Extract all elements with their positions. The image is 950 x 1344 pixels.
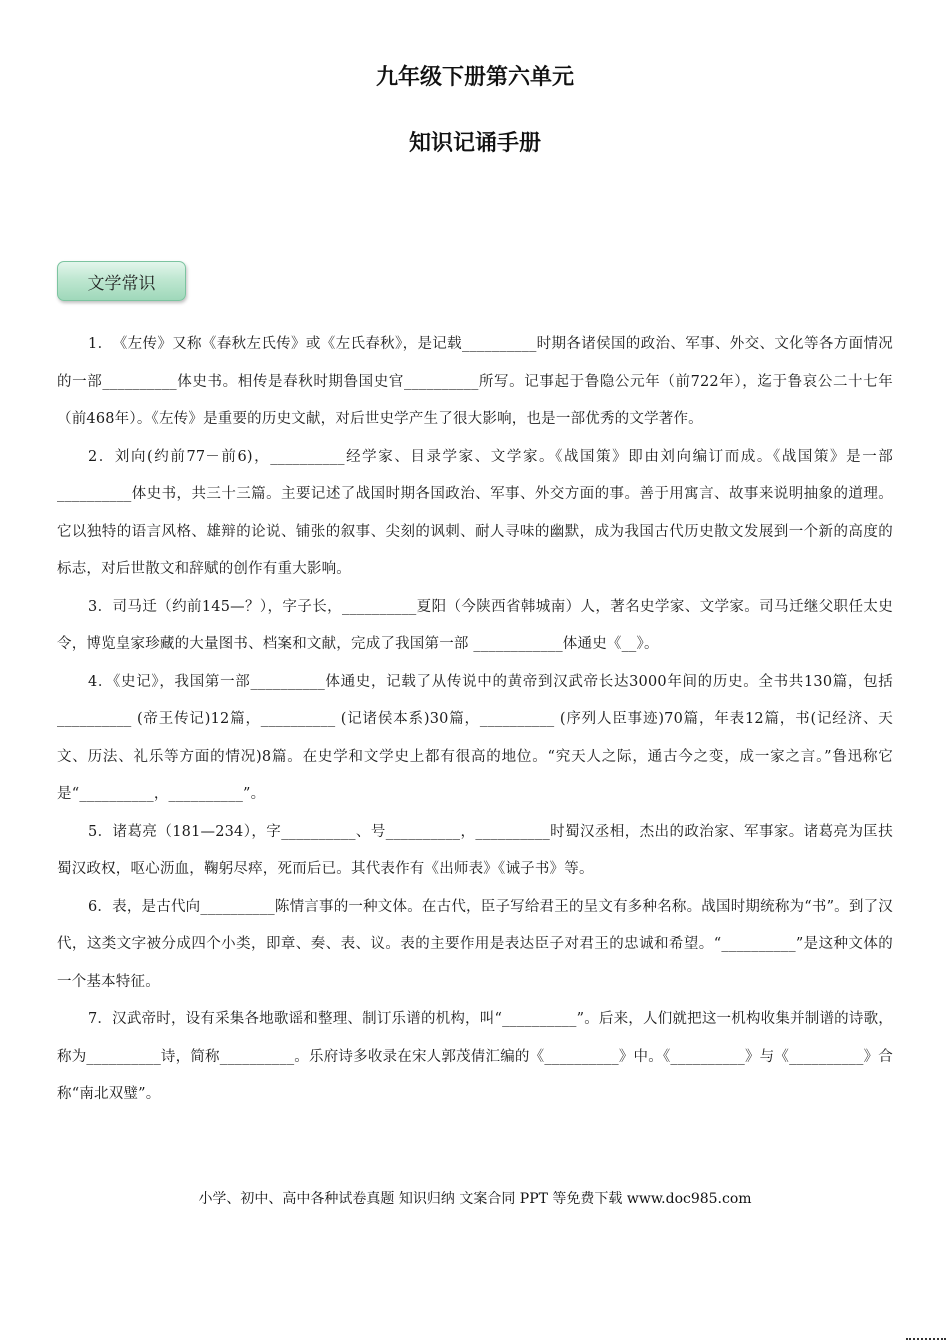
paragraph-2: 2．刘向(约前77－前6)，__________经学家、目录学家、文学家。《战国策》即由刘向编订而成。《战国策》是一部__________体史书，共三十三篇。主要记述了战国时期各国政治、军事、外交方面的事。善于用寓言、故事来说明抽象的道理。它以独特的语言风格、雄辩的论说、铺张的叙事、尖刻的讽刺、耐人寻味的幽默，成为我国古代历史散文发展到一个新的高度的标志，对后世散文和辞赋的创作有重大影响。 xyxy=(57,448,893,577)
corner-mark xyxy=(906,1335,946,1340)
paragraph-6: 6．表，是古代向__________陈情言事的一种文体。在古代，臣子写给君王的呈文有多种名称。战国时期统称为“书”。到了汉代，这类文字被分成四个小类，即章、奏、表、议。表的主要作用是表达臣子对君王的忠诚和希望。“__________”是这种文体的一个基本特征。 xyxy=(57,898,893,990)
section-label-badge: 文学常识 xyxy=(57,261,186,301)
paragraph-1: 1． 《左传》又称《春秋左氏传》或《左氏春秋》，是记载__________时期各诸侯国的政治、军事、外交、文化等各方面情况的一部__________体史书。相传是春秋时期鲁国史官__________所写。记事起于鲁隐公元年（前722年），迄于鲁哀公二十七年（前468年）。《左传》是重要的历史文献，对后世史学产生了很大影响，也是一部优秀的文学著作。 xyxy=(57,336,893,427)
paragraph-7: 7．汉武帝时，设有采集各地歌谣和整理、制订乐谱的机构，叫“__________”。后来，人们就把这一机构收集并制谱的诗歌，称为__________诗，简称__________。乐府诗多收录在宋人郭茂倩汇编的《__________》中。《__________》与《__________》合称“南北双璧”。 xyxy=(57,1011,893,1102)
page-footer: 小学、初中、高中各种试卷真题 知识归纳 文案合同 PPT 等免费下载 www.doc985.com xyxy=(198,1191,752,1207)
paragraph-3: 3．司马迁（约前145—？），字子长，__________夏阳（今陕西省韩城南）人，著名史学家、文学家。司马迁继父职任太史令，博览皇家珍藏的大量图书、档案和文献，完成了我国第一部 ____________体通史《__》。 xyxy=(57,598,893,652)
document-subtitle: 知识记诵手册 xyxy=(408,131,541,156)
document-title: 九年级下册第六单元 xyxy=(375,65,574,90)
content-body xyxy=(57,326,893,1114)
paragraph-5: 5．诸葛亮（181—234），字__________、号__________，__________时蜀汉丞相，杰出的政治家、军事家。诸葛亮为匡扶蜀汉政权，呕心沥血，鞠躬尽瘁，死而后已。其代表作有《出师表》《诫子书》等。 xyxy=(57,823,893,877)
paragraph-4: 4．《史记》，我国第一部__________体通史，记载了从传说中的黄帝到汉武帝长达3000年间的历史。全书共130篇，包括__________ (帝王传记)12篇，__________ (记诸侯本系)30篇，__________ (序列人臣事迹)70篇，年表12篇，书(记经济、天文、历法、礼乐等方面的情况)8篇。在史学和文学史上都有很高的地位。“究天人之际，通古今之变，成一家之言。”鲁迅称它是“__________，__________”。 xyxy=(57,673,893,802)
